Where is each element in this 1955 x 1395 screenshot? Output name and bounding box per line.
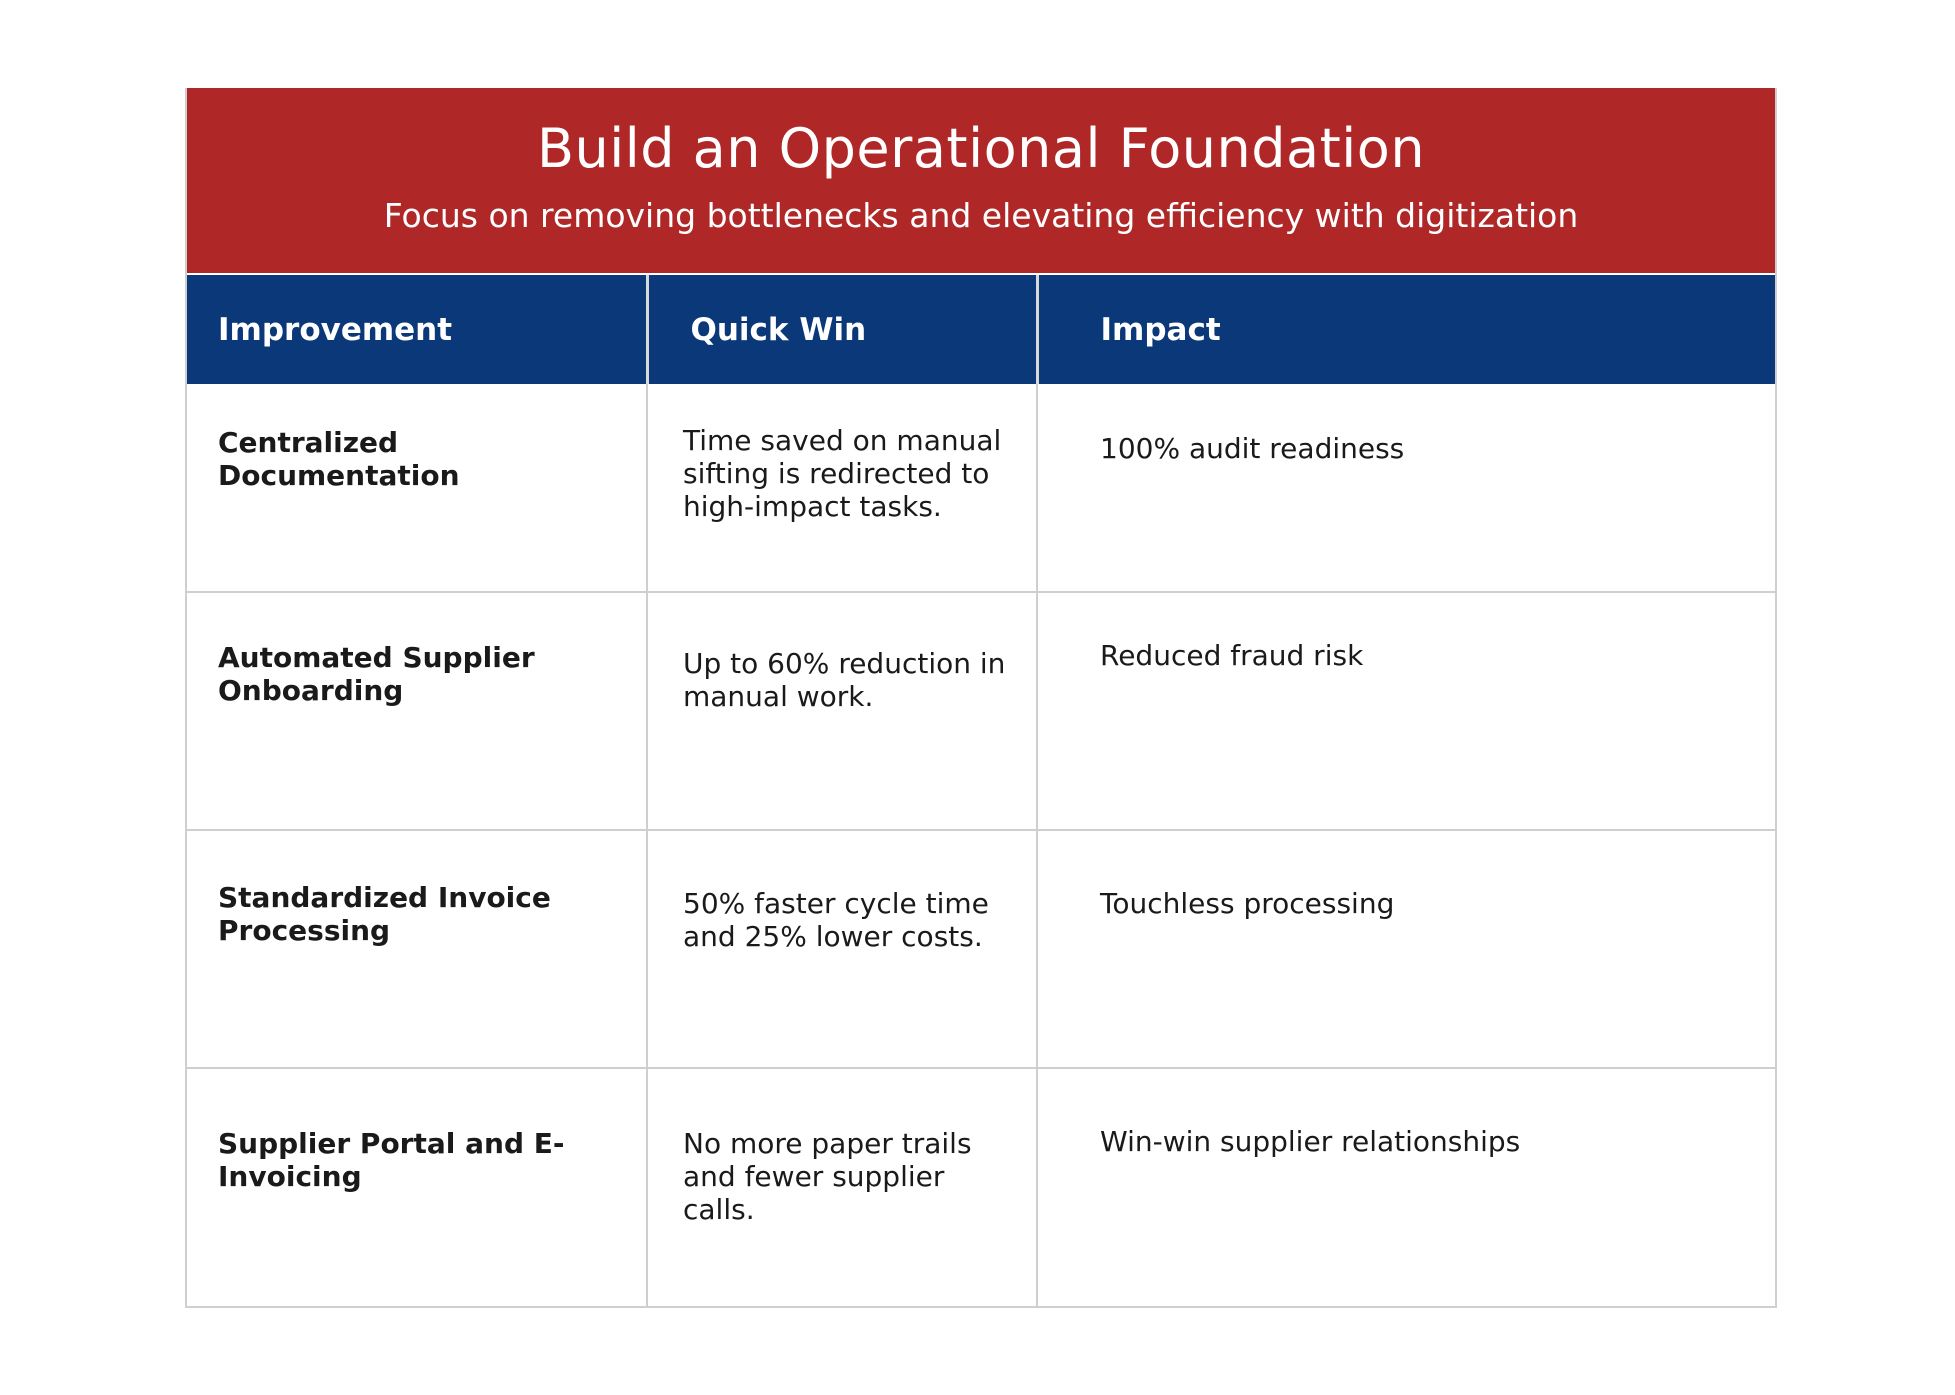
title-banner [187,88,1775,273]
table-row [187,830,1775,1068]
improvement-cell: Centralized Documentation [218,426,460,492]
column-header-impact: Impact [1037,275,1775,384]
impact-cell: 100% audit readiness [1037,384,1775,592]
impact-cell: Win-win supplier relationships [1037,1068,1775,1306]
improvement-cell: Automated Supplier Onboarding [187,592,647,830]
improvement-cell: Standardized Invoice Processing [187,830,647,1068]
page-subtitle: Focus on removing bottlenecks and elevating efficiency with digitization [383,196,1579,235]
table-header-row [187,275,1775,384]
quick-win-cell: Time saved on manual sifting is redirected to high-impact tasks. [647,384,1037,592]
quick-win-cell: No more paper trails and fewer supplier calls. [647,1068,1037,1306]
column-header-improvement: Improvement [187,275,647,384]
table-row [187,1068,1775,1306]
foundation-card [185,88,1777,1308]
impact-cell: Touchless processing [1037,830,1775,1068]
impact-cell: Reduced fraud risk [1037,592,1775,830]
table-row [187,384,1775,592]
quick-win-cell: 50% faster cycle time and 25% lower costs. [647,830,1037,1068]
improvements-table [187,275,1775,1306]
column-header-quick-win: Quick Win [647,275,1037,384]
table-row [187,592,1775,830]
page-title: Build an Operational Foundation [536,117,1426,180]
quick-win-cell: Up to 60% reduction in manual work. [647,592,1037,830]
improvement-cell: Supplier Portal and E-Invoicing [187,1068,647,1306]
